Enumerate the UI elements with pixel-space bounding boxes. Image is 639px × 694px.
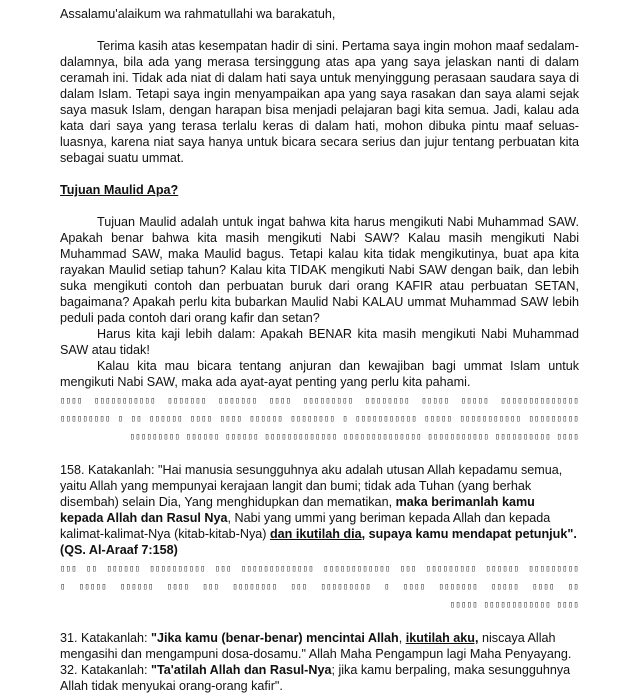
verse-32: 32. Katakanlah: "Ta'atilah Allah dan Rasul-Nya; jika kamu berpaling, maka sesungguhnya Allah tidak menyukai orang-orang kafir". [60, 663, 571, 693]
document-page [60, 6, 579, 694]
greeting: Assalamu'alaikum wa rahmatullahi wa barakatuh, [60, 7, 336, 21]
arabic-line: ▯▯▯ ▯▯ ▯▯▯▯▯▯ ▯▯▯▯▯▯▯▯▯▯ ▯▯▯ ▯▯▯▯▯▯▯▯▯▯▯▯▯ ▯▯▯▯▯▯▯▯▯▯▯▯ ▯▯▯ ▯▯▯▯▯▯▯▯▯ ▯▯▯▯▯▯ ▯▯▯▯▯▯▯▯▯ [60, 564, 579, 574]
arabic-line: ▯▯▯▯▯▯▯▯▯ ▯▯▯▯▯▯ ▯▯▯▯▯▯ ▯▯▯▯▯▯▯▯▯▯▯▯▯ ▯▯▯▯▯▯▯▯▯▯▯▯▯▯ ▯▯▯▯▯▯▯▯▯▯▯ ▯▯▯▯▯▯▯▯▯▯ ▯▯▯▯ [129, 432, 579, 442]
verse-31: 31. Katakanlah: "Jika kamu (benar-benar) mencintai Allah, ikutilah aku, niscaya Allah mengasihi dan mengampuni dosa-dosamu." Allah Maha Pengampun lagi Maha Penyayang. [60, 631, 572, 661]
verse-158: 158. Katakanlah: "Hai manusia sesungguhnya aku adalah utusan Allah kepadamu semua, yaitu Allah yang mempunyai kerajaan langit dan bumi; tidak ada Tuhan (yang berhak disembah) selain Dia, Yang menghidupkan dan mematikan, maka berimanlah kamu kepada Allah dan Rasul Nya, Nabi yang ummi yang beriman kepada Allah dan kepada kalimat-kalimat-Nya (kitab-kitab-Nya) dan ikutilah dia, supaya kamu mendapat petunjuk". (QS. Al-Araaf 7:158) [60, 463, 577, 557]
arabic-verse-block-1 [60, 392, 579, 446]
arabic-line: ▯▯▯▯ ▯▯▯▯▯▯▯▯▯▯▯ ▯▯▯▯▯▯▯ ▯▯▯▯▯▯▯ ▯▯▯▯ ▯▯▯▯▯▯▯▯▯ ▯▯▯▯▯▯▯▯ ▯▯▯▯▯ ▯▯▯▯▯ ▯▯▯▯▯▯▯▯▯▯▯▯▯▯ [60, 396, 579, 406]
arabic-line: ▯▯▯▯▯▯▯▯▯ ▯ ▯▯ ▯▯▯▯▯▯ ▯▯▯▯ ▯▯▯▯ ▯▯▯▯▯▯ ▯▯▯▯▯▯▯▯ ▯ ▯▯▯▯▯▯▯▯▯▯▯ ▯▯▯▯▯ ▯▯▯▯▯▯▯▯▯▯▯ ▯▯▯▯▯▯▯▯▯ [60, 414, 579, 424]
arabic-line: ▯ ▯▯▯▯▯ ▯▯▯▯▯▯ ▯▯▯▯ ▯▯▯ ▯▯▯▯▯▯▯▯ ▯▯▯ ▯▯▯▯▯▯▯▯▯ ▯ ▯▯▯▯ ▯▯▯▯▯▯▯ ▯▯▯▯▯ ▯▯▯▯ ▯▯ [60, 582, 579, 592]
section-heading: Tujuan Maulid Apa? [60, 183, 179, 197]
examine-paragraph: Harus kita kaji lebih dalam: Apakah BENAR kita masih mengikuti Nabi Muhammad SAW atau tidak! [60, 327, 579, 357]
purpose-paragraph: Tujuan Maulid adalah untuk ingat bahwa kita harus mengikuti Nabi Muhammad SAW. Apakah benar bahwa kita masih mengikuti Nabi SAW? Kalau masih mengikuti Nabi Muhammad SAW, maka Maulid bagus. Tetapi kalau kita tidak mengikutinya, buat apa kita rayakan Maulid setiap tahun? Kalau kita TIDAK mengikuti Nabi SAW dengan baik, dan lebih suka mengikuti contoh dan perbuatan buruk dari orang KAFIR atau perbuatan SETAN, bagaimana? Apakah perlu kita bubarkan Maulid Nabi KALAU ummat Muhammad SAW lebih peduli pada contoh dari orang kafir dan setan? [60, 215, 579, 325]
talk-paragraph: Kalau kita mau bicara tentang anjuran dan kewajiban bagi ummat Islam untuk mengikuti Nabi SAW, maka ada ayat-ayat penting yang perlu kita pahami. [60, 359, 579, 389]
arabic-line: ▯▯▯▯▯ ▯▯▯▯▯▯▯▯▯▯▯▯ ▯▯▯▯ [449, 600, 579, 610]
intro-paragraph: Terima kasih atas kesempatan hadir di sini. Pertama saya ingin mohon maaf sedalam-dalamnya, bila ada yang merasa tersinggung atas apa yang saya jelaskan nanti di dalam ceramah ini. Tidak ada niat di dalam hati saya untuk menyinggung perasaan saudara saya di dalam Islam. Tetapi saya ingin menyampaikan apa yang saya rasakan dan saya alami sejak saya masuk Islam, dengan harapan bisa menjadi pelajaran bagi kita semua. Jadi, kalau ada kata dari saya yang terasa terlalu keras di dalam hati, mohon dibuka pintu maaf seluas-luasnya, karena niat saya hanya untuk bicara secara serius dan jujur tentang perbuatan kita sebagai suatu ummat. [60, 39, 579, 165]
arabic-verse-block-2 [60, 560, 579, 614]
